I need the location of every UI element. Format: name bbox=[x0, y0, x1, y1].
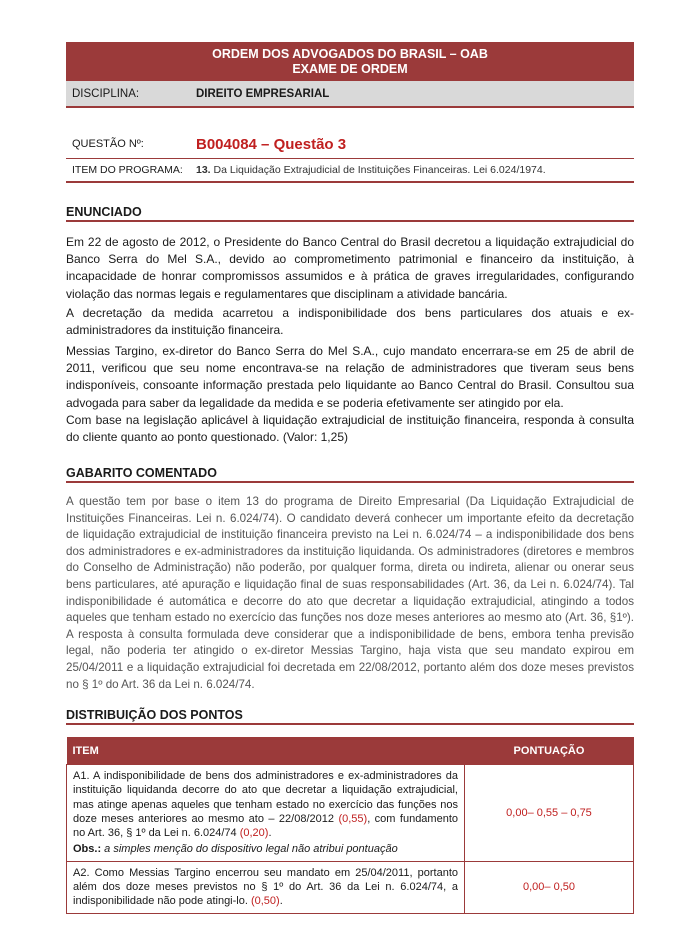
questao-value: B004084 – Questão 3 bbox=[196, 135, 347, 153]
points-table-header bbox=[67, 737, 634, 765]
disciplina-value: DIREITO EMPRESARIAL bbox=[196, 87, 330, 100]
col-score-header: PONTUAÇÃO bbox=[465, 737, 634, 765]
item-programa-text: Da Liquidação Extrajudicial de Instituições Financeiras. Lei 6.024/1974. bbox=[210, 164, 546, 176]
obs-label: Obs.: bbox=[73, 843, 102, 856]
row-text: . bbox=[279, 895, 283, 908]
row-text: , com fundamento no Art. 36, § 1º da Lei n. 6.024/74 bbox=[73, 812, 458, 840]
disciplina-row bbox=[66, 81, 634, 108]
enunciado-paragraph-4: Com base na legislação aplicável à liquidação extrajudicial de instituição financeira, responda à consulta do cliente quanto ao ponto questionado. (Valor: 1,25) bbox=[66, 413, 634, 445]
distribuicao-title: DISTRIBUIÇÃO DOS PONTOS bbox=[66, 708, 634, 725]
header-exam: EXAME DE ORDEM bbox=[292, 62, 408, 76]
gabarito-text: A questão tem por base o item 13 do programa de Direito Empresarial (Da Liquidação Extrajudicial de Instituições Financeiras. Lei n. 6.024/74). O candidato deverá conhecer um importante efeito da decretação de liquidação extrajudicial de instituição financeira previsto na Lei n. 6.024/74 – a indisponibilidade dos bens dos administradores e ex-administradores da instituição liquidanda. Os administradores (diretores e membros do Conselho de Administração) não poderão, por qualquer forma, direta ou indireta, alienar ou onerar seus bens particulares, até apuração e liquidação final de suas responsabilidades (Art. 36, da Lei n. 6.024/74). Tal indisponibilidade é automática e decorre do ato que decretar a liquidação extrajudicial, atingindo a todos aqueles que tenham estado no exercício das funções nos doze meses anteriores ao mesmo ato (Art. 36, §1º). A resposta à consulta formulada deve considerar que a indisponibilidade de bens, embora tenha previsão legal, não poderia ter atingido o ex-diretor Messias Targino, haja vista que seu mandato expirou em 25/04/2011 e a liquidação extrajudicial foi decretada em 22/08/2012, portanto além dos doze meses previstos no § 1º do Art. 36 da Lei n. 6.024/74. bbox=[66, 495, 634, 691]
questao-row bbox=[66, 130, 634, 159]
disciplina-label: DISCIPLINA: bbox=[72, 87, 140, 100]
enunciado-paragraph-1: Em 22 de agosto de 2012, o Presidente do Banco Central do Brasil decretou a liquidação extrajudicial do Banco Serra do Mel S.A., devido ao comprometimento patrimonial e financeiro da instituição, à incapacidade de honrar compromissos assumidos e à prática de graves irregularidades, configurando violação das normas legais e regulamentares que disciplinam a atividade bancária. bbox=[66, 235, 634, 301]
table-row bbox=[67, 765, 634, 862]
row-points: (0,20) bbox=[239, 827, 269, 840]
gabarito-title: GABARITO COMENTADO bbox=[66, 466, 634, 483]
item-programa-number: 13. bbox=[196, 164, 211, 176]
row-item-a1 bbox=[67, 765, 465, 862]
header-org: ORDEM DOS ADVOGADOS DO BRASIL – OAB bbox=[212, 47, 488, 61]
questao-block bbox=[66, 130, 634, 183]
enunciado-paragraph-3: Messias Targino, ex-diretor do Banco Serra do Mel S.A., cujo mandato encerrara-se em 25 de abril de 2011, verificou que seu nome encontrava-se na relação de administradores que tiveram seus bens indisponíveis, consoante informação prestada pelo liquidante ao Banco Central do Brasil. Consultou sua advogada para saber da legalidade da medida e se poderia efetivamente ser atingido por ela. bbox=[66, 344, 634, 410]
item-programa-row bbox=[66, 159, 634, 183]
row-text: . bbox=[268, 827, 272, 840]
exam-header bbox=[66, 42, 634, 108]
row-obs bbox=[73, 842, 458, 856]
row-text: A1. A indisponibilidade de bens dos administradores e ex-administradores da instituição liquidanda decorre do ato que decretar a liquidação extrajudicial, mas atinge apenas aqueles que tenham estado no exercício das funções nos doze meses anteriores ao mesmo ato – 22/08/2012 bbox=[73, 770, 458, 825]
row-item-a2 bbox=[67, 861, 465, 913]
item-programa-value bbox=[196, 164, 546, 176]
enunciado-paragraph-2: A decretação da medida acarretou a indisponibilidade dos bens particulares dos atuais e ex-administradores da instituição financeira. bbox=[66, 306, 634, 338]
row-points: (0,50) bbox=[250, 895, 280, 908]
col-item-header: ITEM bbox=[67, 737, 465, 765]
header-banner bbox=[66, 42, 634, 81]
row-score-a1: 0,00– 0,55 – 0,75 bbox=[465, 765, 634, 862]
item-programa-label: ITEM DO PROGRAMA: bbox=[72, 164, 183, 176]
points-table bbox=[66, 737, 634, 914]
obs-text: a simples menção do dispositivo legal não atribui pontuação bbox=[101, 843, 398, 856]
row-text: A2. Como Messias Targino encerrou seu mandato em 25/04/2011, portanto além dos doze meses previstos no § 1º do Art. 36 da Lei n. 6.024/74, a indisponibilidade não pode atingi-lo. bbox=[73, 866, 458, 908]
row-score-a2: 0,00– 0,50 bbox=[465, 861, 634, 913]
questao-label: QUESTÃO Nº: bbox=[72, 138, 144, 150]
table-row bbox=[67, 861, 634, 913]
enunciado-title: ENUNCIADO bbox=[66, 205, 634, 222]
row-points: (0,55) bbox=[338, 812, 368, 825]
